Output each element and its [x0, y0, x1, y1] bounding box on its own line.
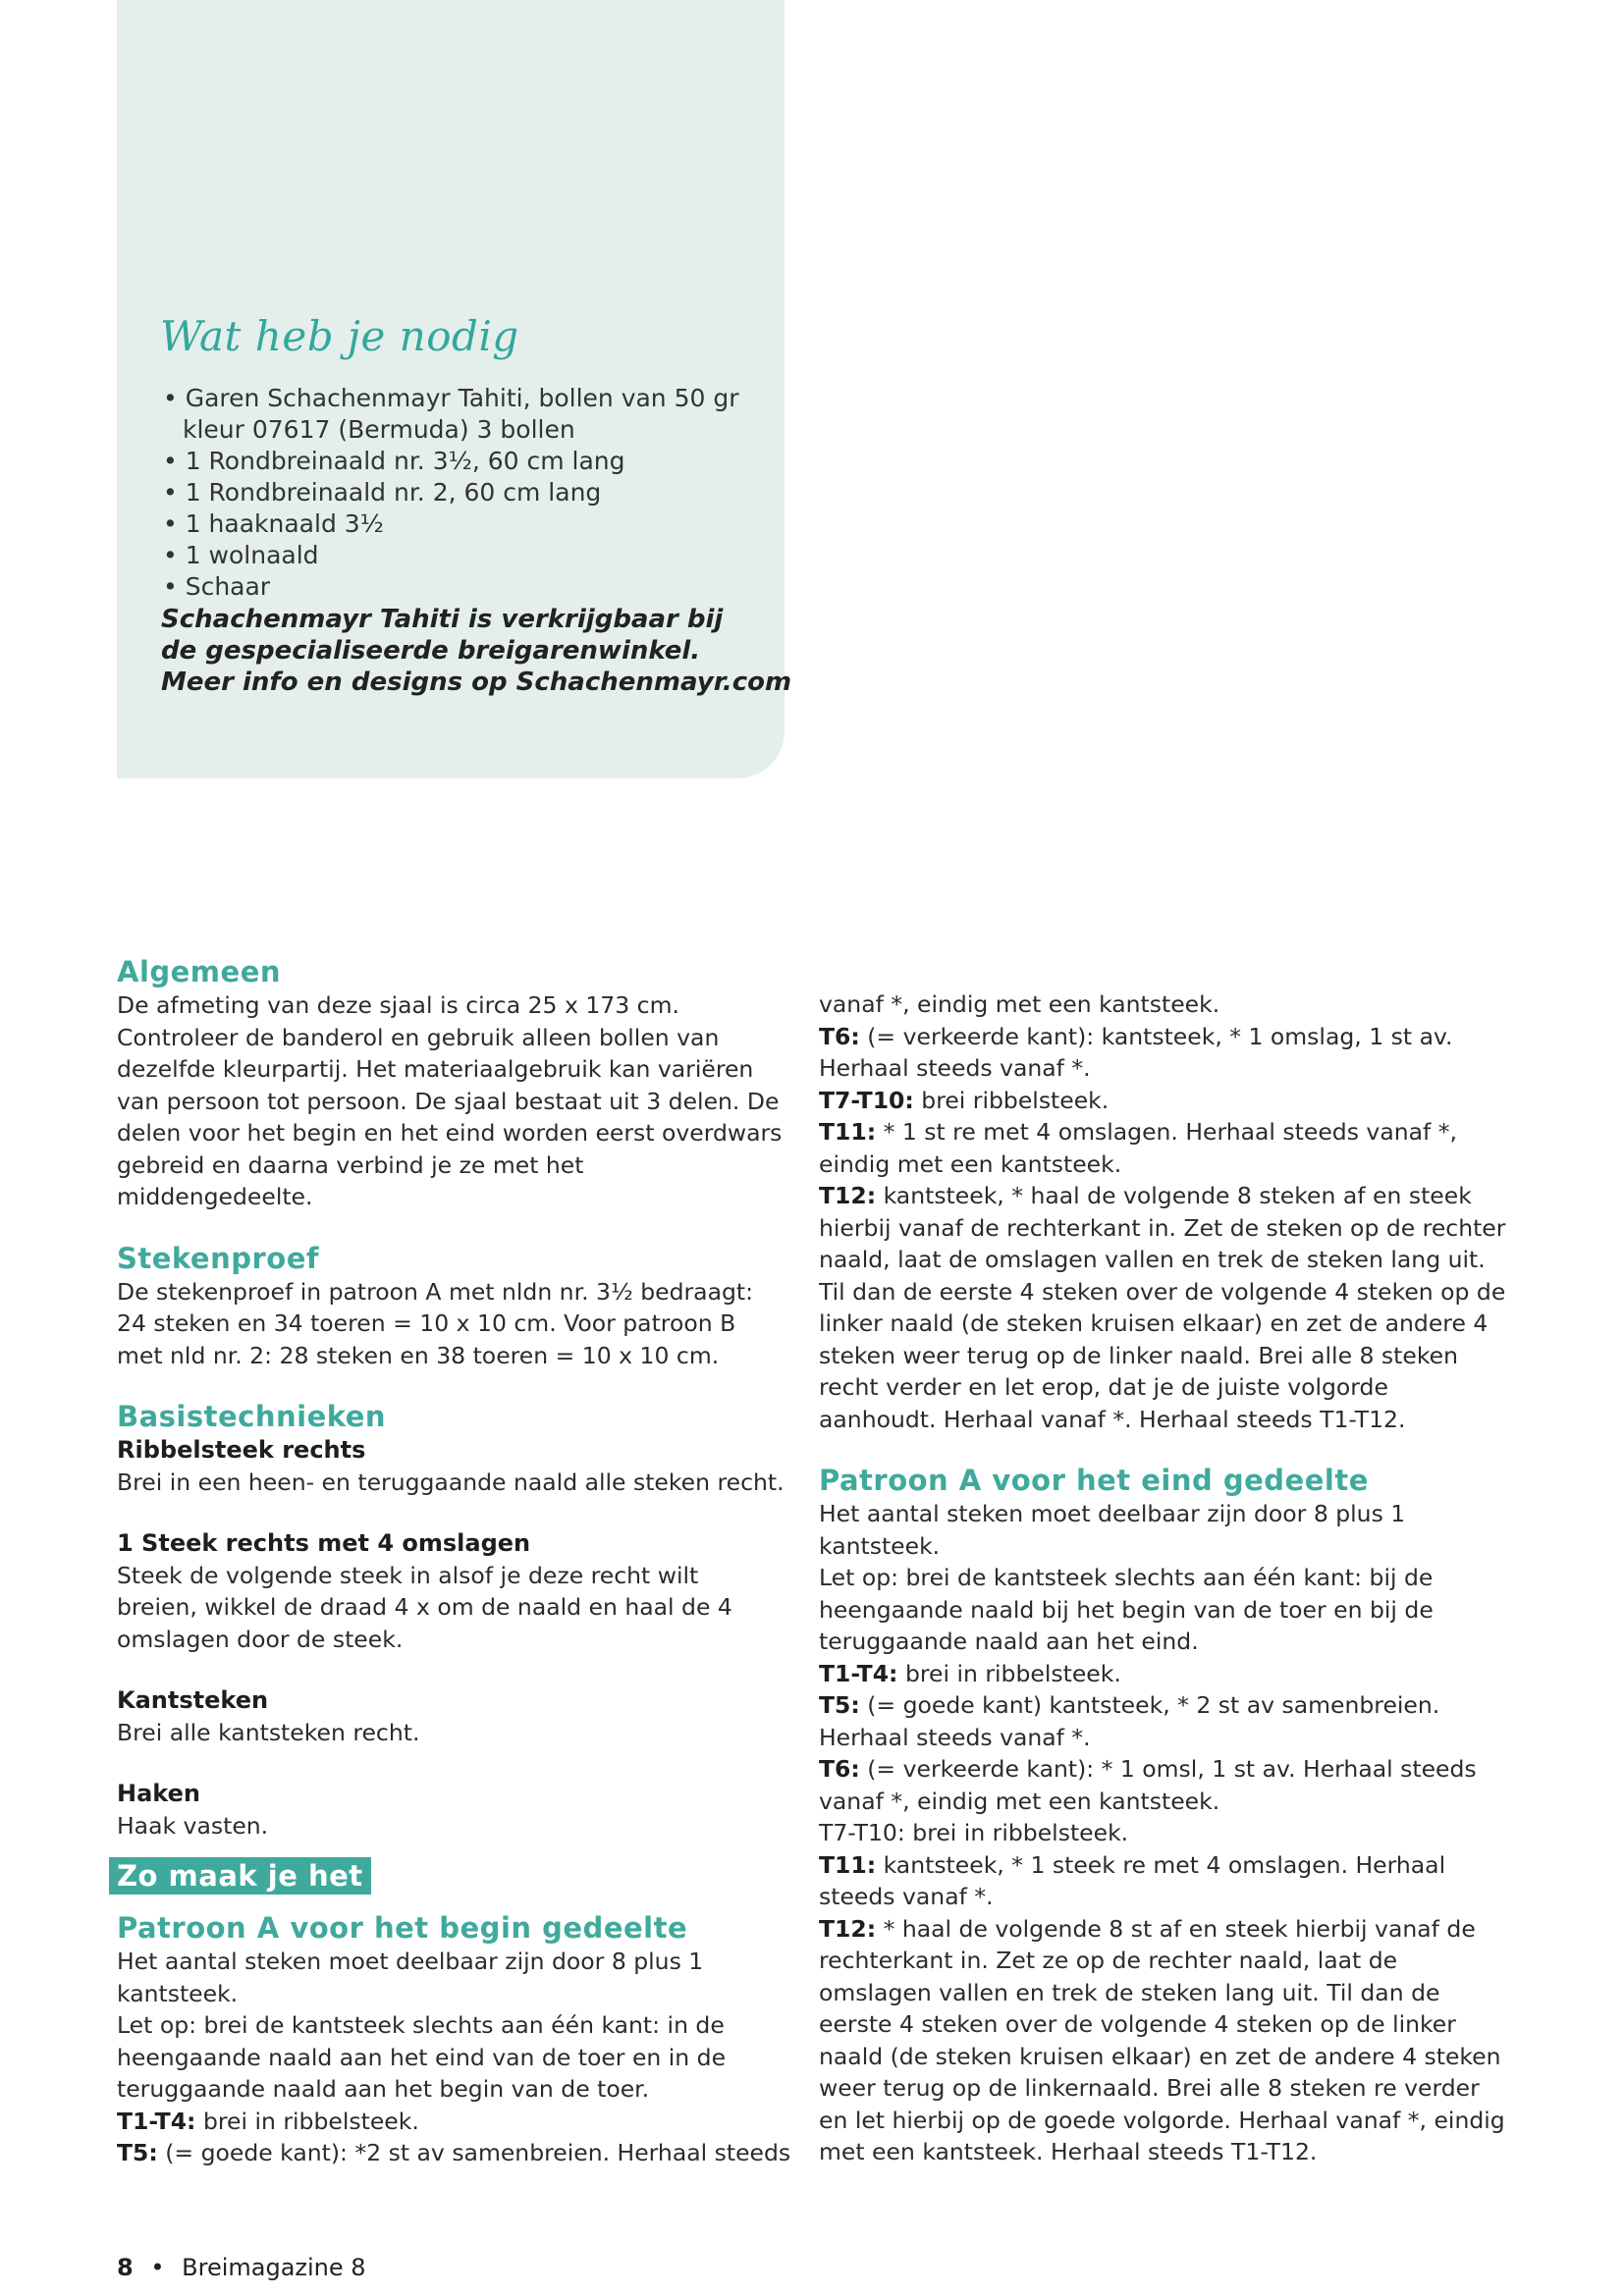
materials-item: • Garen Schachenmayr Tahiti, bollen van 50 gr kleur 07617 (Bermuda) 3 bollen — [163, 383, 772, 446]
row-label: T11: — [819, 1118, 877, 1146]
zo-maak-je-het-label: Zo maak je het — [109, 1857, 371, 1895]
pattern-row — [117, 2137, 791, 2169]
pattern-row — [819, 1658, 1506, 1690]
technique-title: Kantsteken — [117, 1686, 269, 1714]
pattern-row — [117, 2106, 785, 2138]
technique-text: Brei alle kantsteken recht. — [117, 1718, 420, 1746]
pattern-row — [819, 1753, 1506, 1817]
row-text: (= verkeerde kant): * 1 omsl, 1 st av. Herhaal steeds vanaf *, eindig met een kantsteek. — [819, 1755, 1477, 1815]
materials-item: • 1 wolnaald — [163, 540, 772, 571]
row-label: T12: — [819, 1182, 877, 1209]
right-column — [819, 988, 1506, 2168]
row-label: T12: — [819, 1914, 877, 1943]
pattern-row — [819, 1085, 1506, 1117]
pattern-row — [819, 1689, 1506, 1753]
technique-title: Haken — [117, 1780, 200, 1807]
pattern-row — [819, 1849, 1506, 1913]
patroon-eind-note: Let op: brei de kantsteek slechts aan één kant: bij de heengaande naald bij het begin van de toer en bij de teruggaande naald aan het eind. — [819, 1564, 1434, 1655]
footer-bullet: • — [150, 2254, 165, 2281]
materials-note-line: Meer info en designs op Schachenmayr.com — [161, 667, 792, 697]
materials-note-line: de gespecialiseerde breigarenwinkel. — [161, 636, 701, 666]
row-text: * 1 st re met 4 omslagen. Herhaal steeds vanaf *, eindig met een kantsteek. — [819, 1118, 1458, 1178]
row-label: T5: — [819, 1691, 860, 1719]
materials-heading: Wat heb je nodig — [160, 312, 519, 360]
row-text: * haal de volgende 8 st af en steek hierbij vanaf de rechterkant in. Zet ze op de rechter naald, laat de omslagen vallen en trek de steken lang uit. Til dan de eerste 4 steken over de volgende 4 steken op de linker naald (de steken kruisen elkaar) en zet de andere 4 steken weer terug op de linkernaald. Brei alle 8 steken re verder en let hierbij op de goede volgorde. Herhaal vanaf *, eindig met een kantsteek. Herhaal steeds T1-T12. — [819, 1914, 1505, 2165]
materials-item: • 1 haaknaald 3½ — [163, 508, 772, 540]
pattern-row — [819, 1116, 1506, 1180]
left-column — [117, 954, 791, 2169]
stekenproef-text: De stekenproef in patroon A met nldn nr. 3½ bedraagt: 24 steken en 34 toeren = 10 x 10 cm. Voor patroon B met nld nr. 2: 28 steken en 38 toeren = 10 x 10 cm. — [117, 1277, 754, 1369]
row-label: T5: — [117, 2139, 158, 2166]
materials-note-line: Schachenmayr Tahiti is verkrijgbaar bij — [161, 605, 724, 634]
row-text: kantsteek, * 1 steek re met 4 omslagen. Herhaal steeds vanaf *. — [819, 1850, 1446, 1910]
materials-item: • Schaar — [163, 571, 772, 603]
row-text: brei in ribbelsteek. — [897, 1659, 1121, 1687]
algemeen-title: Algemeen — [117, 955, 282, 988]
row-continuation: vanaf *, eindig met een kantsteek. — [819, 990, 1220, 1018]
technique-text: Haak vasten. — [117, 1811, 269, 1840]
row-text: kantsteek, * haal de volgende 8 steken af en steek hierbij vanaf de rechterkant in. Zet de steken op de rechter naald, laat de omslagen vallen en trek de steken lang uit. Til dan de eerste 4 steken over de volgende 4 steken op de linker naald (de steken kruisen elkaar) en zet de andere 4 steken weer terug op de linker naald. Brei alle 8 steken recht verder en let erop, dat je de juiste volgorde aanhoudt. Herhaal vanaf *. Herhaal steeds T1-T12. — [819, 1182, 1506, 1433]
page-number: 8 — [117, 2254, 134, 2281]
materials-list — [163, 383, 772, 603]
pattern-row — [819, 1817, 1506, 1849]
magazine-name: Breimagazine 8 — [182, 2254, 366, 2281]
row-label: T11: — [819, 1850, 877, 1879]
materials-note — [161, 604, 792, 698]
stekenproef-title: Stekenproef — [117, 1241, 320, 1275]
patroon-begin-title: Patroon A voor het begin gedeelte — [117, 1911, 688, 1945]
patroon-eind-title: Patroon A voor het eind gedeelte — [819, 1464, 1369, 1497]
patroon-begin-note: Let op: brei de kantsteek slechts aan één kant: in de heengaande naald aan het eind van de toer en in de teruggaande naald aan het begin van de toer. — [117, 2011, 727, 2103]
row-label: T6: — [819, 1755, 860, 1783]
page-footer — [117, 2254, 366, 2281]
technique-title: 1 Steek rechts met 4 omslagen — [117, 1529, 531, 1557]
row-label: T1-T4: — [117, 2107, 196, 2135]
technique-title: Ribbelsteek rechts — [117, 1436, 366, 1464]
pattern-row — [819, 1021, 1506, 1085]
row-label: T6: — [819, 1022, 860, 1050]
materials-item: • 1 Rondbreinaald nr. 2, 60 cm lang — [163, 477, 772, 508]
row-label: T7-T10: — [819, 1086, 914, 1114]
patroon-eind-intro: Het aantal steken moet deelbaar zijn door 8 plus 1 kantsteek. — [819, 1500, 1406, 1560]
patroon-begin-intro: Het aantal steken moet deelbaar zijn door 8 plus 1 kantsteek. — [117, 1948, 704, 2007]
row-text: brei in ribbelsteek. — [195, 2107, 419, 2135]
pattern-row — [819, 1180, 1506, 1435]
row-text: (= goede kant) kantsteek, * 2 st av samenbreien. Herhaal steeds vanaf *. — [819, 1691, 1440, 1751]
row-text: brei ribbelsteek. — [913, 1086, 1110, 1114]
technique-text: Steek de volgende steek in alsof je deze recht wilt breien, wikkel de draad 4 x om de naald en haal de 4 omslagen door de steek. — [117, 1561, 732, 1653]
algemeen-text: De afmeting van deze sjaal is circa 25 x 173 cm. Controleer de banderol en gebruik alleen bollen van dezelfde kleurpartij. Het materiaalgebruik kan variëren van persoon tot persoon. De sjaal bestaat uit 3 delen. De delen voor het begin en het eind worden eerst overdwars gebreid en daarna verbind je ze met het middengedeelte. — [117, 991, 783, 1210]
materials-item: • 1 Rondbreinaald nr. 3½, 60 cm lang — [163, 446, 772, 477]
row-text: (= verkeerde kant): kantsteek, * 1 omslag, 1 st av. Herhaal steeds vanaf *. — [819, 1022, 1453, 1082]
row-label: T1-T4: — [819, 1659, 898, 1687]
row-text: (= goede kant): *2 st av samenbreien. Herhaal steeds — [157, 2139, 791, 2166]
basistechnieken-title: Basistechnieken — [117, 1400, 387, 1433]
pattern-row — [819, 1913, 1506, 2168]
technique-text: Brei in een heen- en teruggaande naald alle steken recht. — [117, 1468, 785, 1496]
row-text: T7-T10: brei in ribbelsteek. — [819, 1819, 1129, 1846]
